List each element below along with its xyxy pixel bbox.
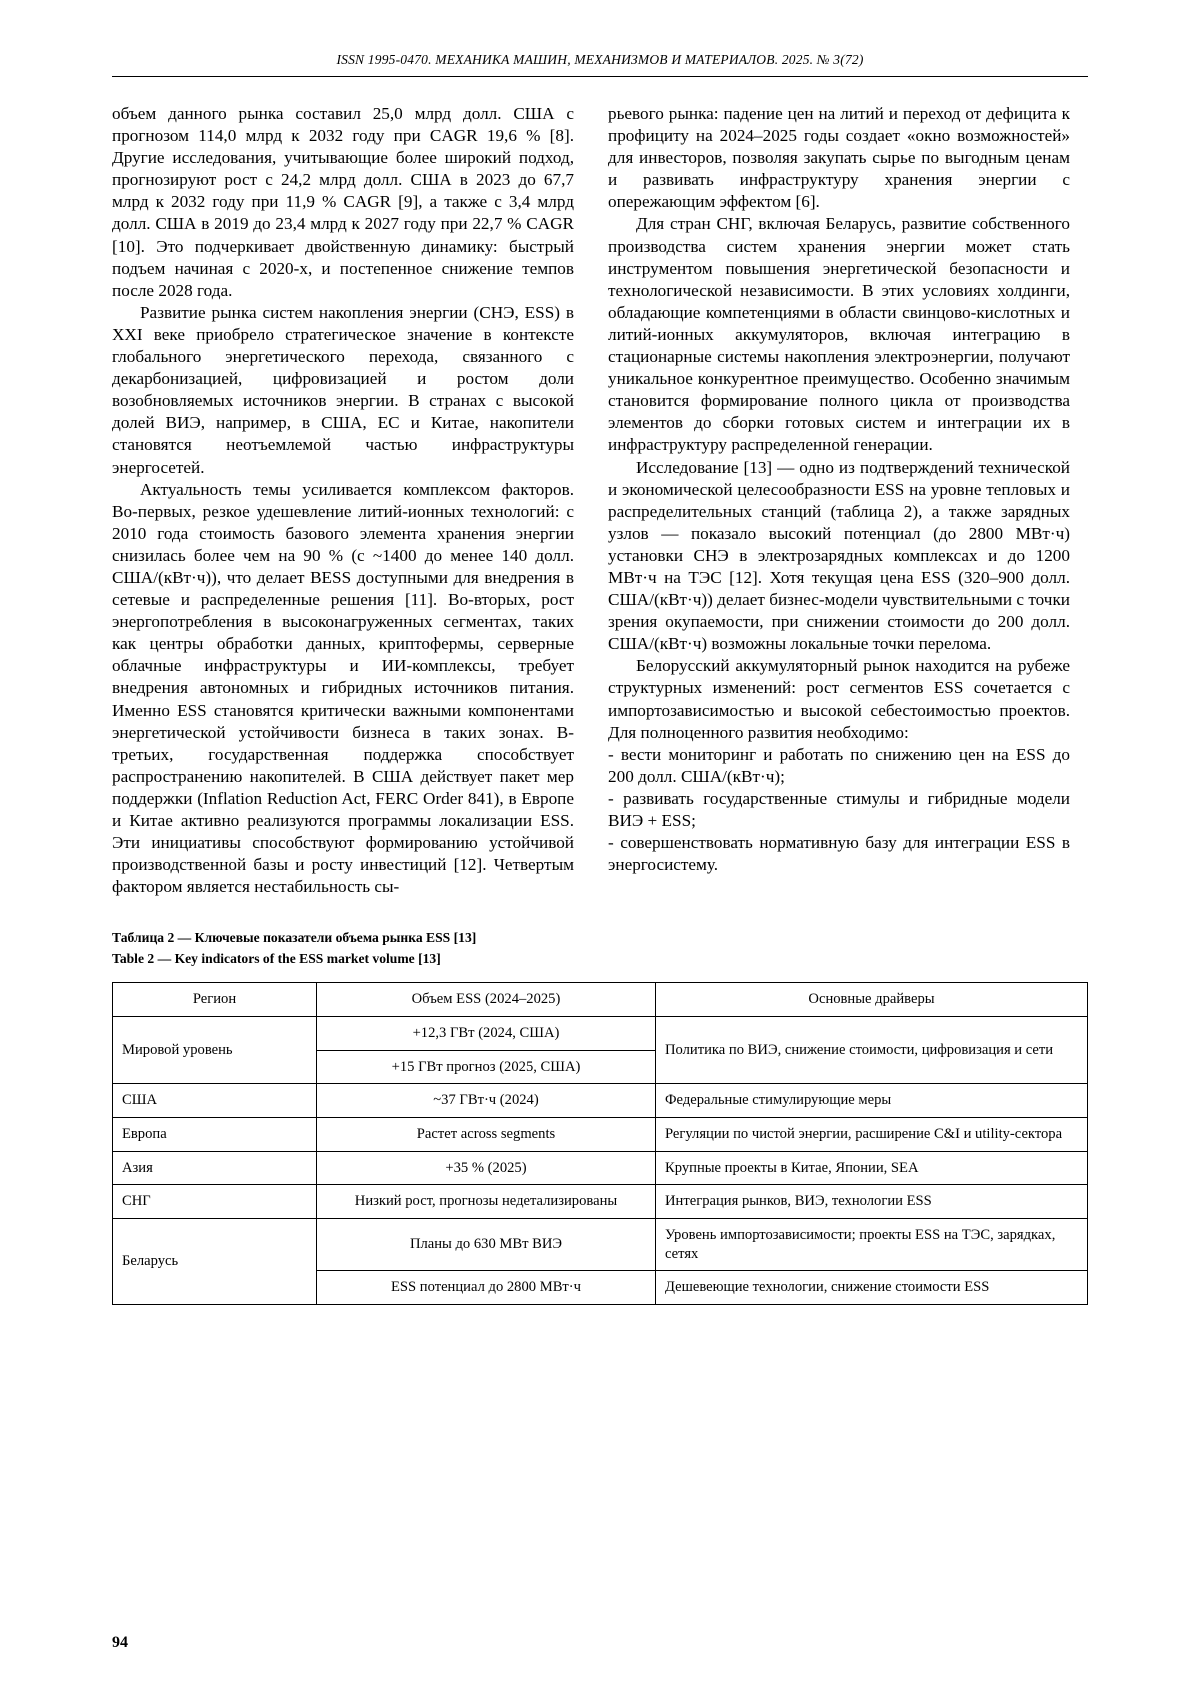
- cell-drivers: Крупные проекты в Китае, Японии, SEA: [656, 1151, 1088, 1185]
- running-head: ISSN 1995-0470. МЕХАНИКА МАШИН, МЕХАНИЗМОВ И МАТЕРИАЛОВ. 2025. № 3(72): [336, 52, 864, 67]
- cell-region: Европа: [113, 1117, 317, 1151]
- table-row: [113, 1151, 1088, 1185]
- right-column: [608, 103, 1070, 898]
- cell-drivers: Дешевеющие технологии, снижение стоимости ESS: [656, 1271, 1088, 1305]
- ess-market-table: [112, 982, 1088, 1305]
- table-row: [113, 1016, 1088, 1050]
- table-row: [113, 1185, 1088, 1219]
- bullet-item: - вести мониторинг и работать по снижению цен на ESS до 200 долл. США/(кВт·ч);: [608, 744, 1070, 786]
- cell-drivers: Интеграция рынков, ВИЭ, технологии ESS: [656, 1185, 1088, 1219]
- cell-region: СНГ: [113, 1185, 317, 1219]
- table-caption: [112, 928, 1088, 969]
- paragraph: Актуальность темы усиливается комплексом факторов. Во-первых, резкое удешевление литий-ионных технологий: с 2010 года стоимость базового элемента хранения энергии снизилась более чем на 90 % (с ~1400 до менее 140 долл. США/(кВт·ч)), что делает BESS доступными для внедрения в сетевые и распределенные решения [11]. Во-вторых, рост энергопотребления в высоконагруженных сегментах, таких как центры обработки данных, криптофермы, серверные облачные инфраструктуры и ИИ-комплексы, требует внедрения автономных и гибридных источников питания. Именно ESS становятся критически важными компонентами энергетической устойчивости бизнеса в таких зонах. В-третьих, государственная поддержка способствует распространению накопителей. В США действует пакет мер поддержки (Inflation Reduction Act, FERC Order 841), в Европе и Китае активно реализуются программы локализации ESS. Эти инициативы способствуют формированию устойчивой производственной базы и росту инвестиций [12]. Четвертым фактором является нестабильность сы-: [112, 479, 574, 897]
- cell-region: Азия: [113, 1151, 317, 1185]
- table-caption-en: Table 2 — Key indicators of the ESS market volume [13]: [112, 950, 441, 966]
- cell-drivers: Регуляции по чистой энергии, расширение C&I и utility-сектора: [656, 1117, 1088, 1151]
- cell-region: США: [113, 1084, 317, 1118]
- paragraph: объем данного рынка составил 25,0 млрд долл. США с прогнозом 114,0 млрд к 2032 году при CAGR 19,6 % [8]. Другие исследования, учитывающие более широкий подход, прогнозируют рост с 24,2 млрд долл. США в 2023 до 67,7 млрд к 2032 году при 11,9 % CAGR [9], а также с 3,4 млрд долл. США в 2019 до 23,4 млрд к 2027 году при 22,7 % CAGR [10]. Это подчеркивает двойственную динамику: быстрый подъем начиная с 2020-х, и постепенное снижение темпов после 2028 года.: [112, 104, 574, 300]
- cell-volume: +15 ГВт прогноз (2025, США): [317, 1050, 656, 1084]
- paragraph: Исследование [13] — одно из подтверждений технической и экономической целесообразности ESS на уровне тепловых и распределительных станций (таблица 2), а также зарядных узлов — показало высокий потенциал (до 2800 МВт·ч) установки СНЭ в электрозарядных комплексах и до 1200 МВт·ч на ТЭС [12]. Хотя текущая цена ESS (320–900 долл. США/(кВт·ч)) делает бизнес-модели чувствительными с точки зрения окупаемости, при снижении стоимости до 200 долл. США/(кВт·ч) возможны локальные точки перелома.: [608, 457, 1070, 654]
- table-caption-ru: Таблица 2 — Ключевые показатели объема рынка ESS [13]: [112, 930, 477, 946]
- paragraph: Для стран СНГ, включая Беларусь, развитие собственного производства систем хранения энергии может стать инструментом повышения энергетической безопасности и технологической независимости. В этих условиях холдинги, обладающие компетенциями в области свинцово-кислотных и литий-ионных аккумуляторов, включая интеграцию в стационарные системы накопления электроэнергии, получают уникальное конкурентное преимущество. Особенно значимым становится формирование полного цикла от производства элементов до сборки готовых систем и интеграции их в инфраструктуру распределенной генерации.: [608, 214, 1070, 455]
- cell-region: Беларусь: [113, 1218, 317, 1304]
- cell-volume: Низкий рост, прогнозы недетализированы: [317, 1185, 656, 1219]
- cell-volume: ESS потенциал до 2800 МВт·ч: [317, 1271, 656, 1305]
- cell-drivers: Политика по ВИЭ, снижение стоимости, цифровизация и сети: [656, 1016, 1088, 1083]
- cell-drivers: Уровень импортозависимости; проекты ESS на ТЭС, зарядках, сетях: [656, 1218, 1088, 1270]
- table-header-row: [113, 983, 1088, 1017]
- paragraph: Развитие рынка систем накопления энергии (СНЭ, ESS) в XXI веке приобрело стратегическое значение в контексте глобального энергетического перехода, связанного с декарбонизацией, цифровизацией и ростом доли возобновляемых источников энергии. В странах с высокой долей ВИЭ, например, в США, ЕС и Китае, накопители становятся неотъемлемой частью инфраструктуры энергосетей.: [112, 302, 574, 477]
- table-row: [113, 1117, 1088, 1151]
- cell-volume: +12,3 ГВт (2024, США): [317, 1016, 656, 1050]
- paragraph: Белорусский аккумуляторный рынок находится на рубеже структурных изменений: рост сегментов ESS сочетается с импортозависимостью и высокой себестоимостью проектов. Для полноценного развития необходимо:: [608, 656, 1070, 742]
- cell-region: Мировой уровень: [113, 1016, 317, 1083]
- bullet-item: - совершенствовать нормативную базу для интеграции ESS в энергосистему.: [608, 833, 1070, 875]
- column-header-drivers: Основные драйверы: [656, 983, 1088, 1017]
- cell-drivers: Федеральные стимулирующие меры: [656, 1084, 1088, 1118]
- left-column: [112, 103, 574, 898]
- cell-volume: ~37 ГВт·ч (2024): [317, 1084, 656, 1118]
- column-header-region: Регион: [113, 983, 317, 1017]
- two-column-body: [112, 103, 1088, 898]
- cell-volume: Растет across segments: [317, 1117, 656, 1151]
- cell-volume: Планы до 630 МВт ВИЭ: [317, 1218, 656, 1270]
- table-row: [113, 1218, 1088, 1270]
- table-row: [113, 1084, 1088, 1118]
- column-header-volume: Объем ESS (2024–2025): [317, 983, 656, 1017]
- cell-volume: +35 % (2025): [317, 1151, 656, 1185]
- page-number: 94: [112, 1634, 128, 1651]
- header-rule: [112, 76, 1088, 77]
- paragraph: рьевого рынка: падение цен на литий и переход от дефицита к профициту на 2024–2025 годы создает «окно возможностей» для инвесторов, позволяя закупать сырье по выгодным ценам и развивать инфраструктуру хранения энергии с опережающим эффектом [6].: [608, 104, 1070, 212]
- bullet-item: - развивать государственные стимулы и гибридные модели ВИЭ + ESS;: [608, 788, 1070, 830]
